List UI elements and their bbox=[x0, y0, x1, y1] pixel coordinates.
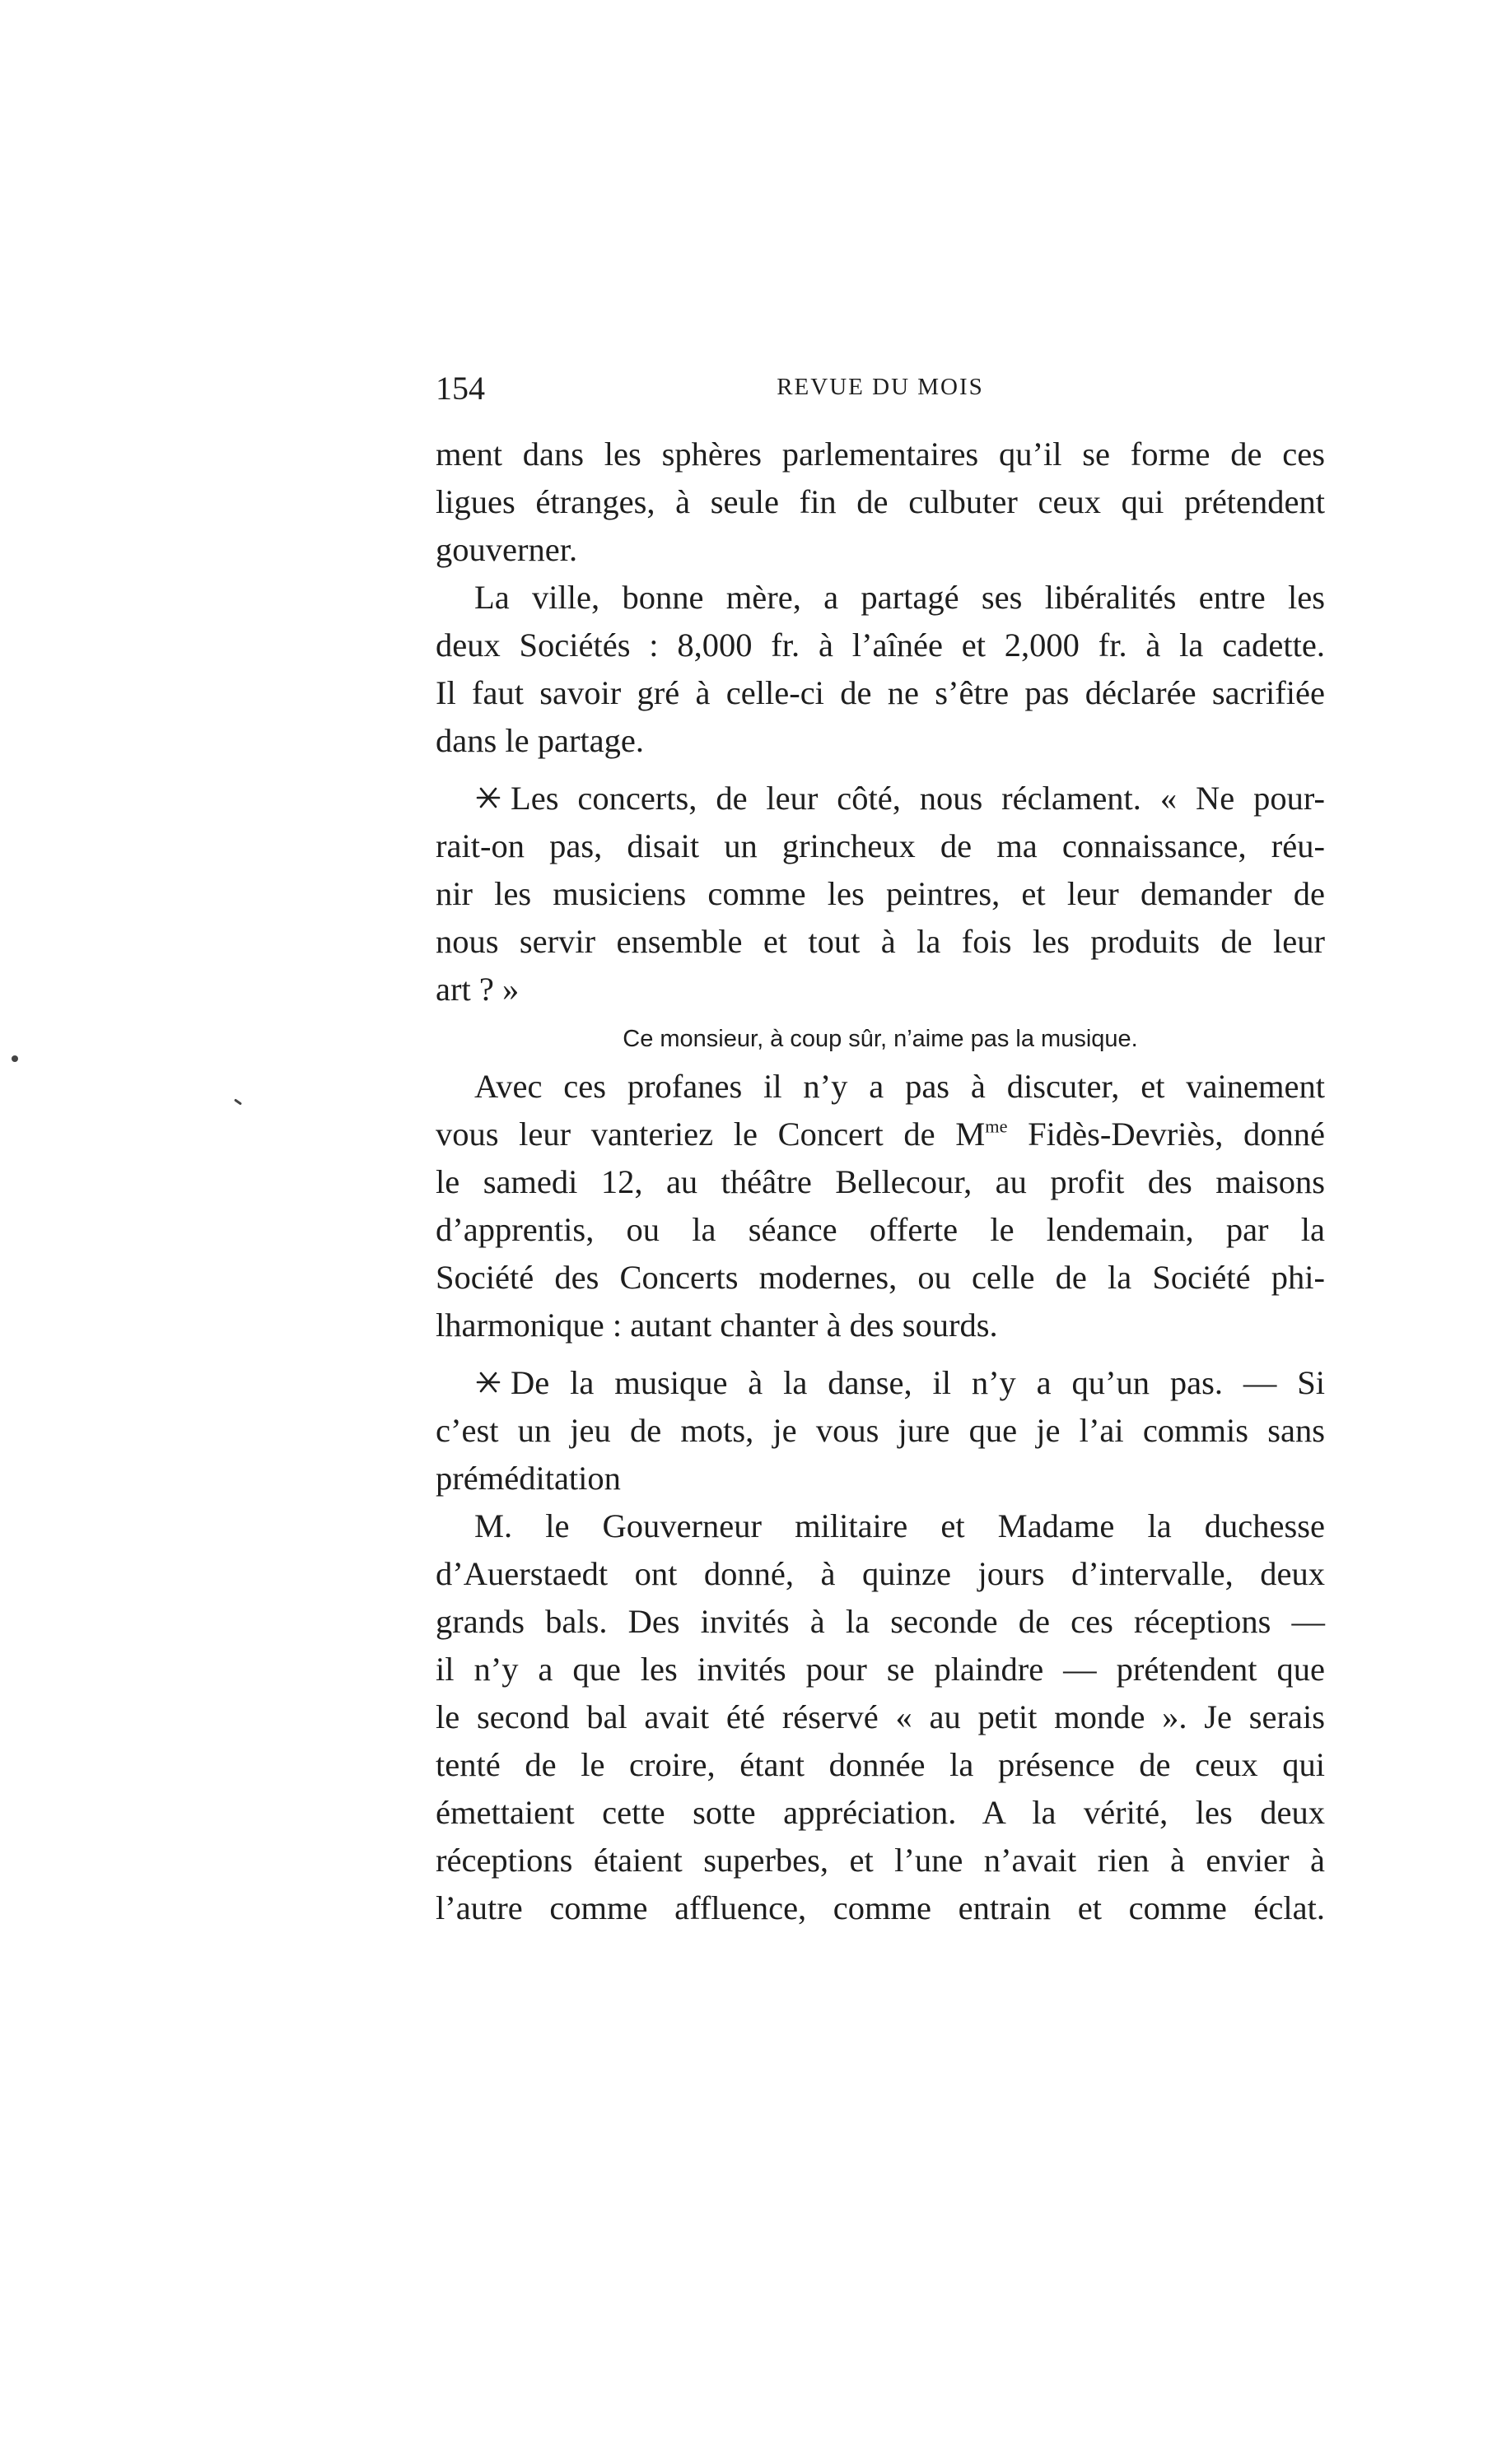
text-line: Avec ces profanes il n’y a pas à discuter, et vainement bbox=[474, 1068, 1325, 1105]
section-line bbox=[436, 775, 1325, 822]
text-line: le samedi 12, au théâtre Bellecour, au profit des maisons bbox=[436, 1163, 1325, 1200]
text-line: ment dans les sphères parlementaires qu’il se forme de ces bbox=[436, 436, 1325, 473]
text-line: l’autre comme affluence, comme entrain et comme éclat. bbox=[436, 1889, 1325, 1926]
text-line: La ville, bonne mère, a partagé ses libéralités entre les bbox=[474, 579, 1325, 616]
text-line: il n’y a que les invités pour se plaindre — prétendent que bbox=[436, 1651, 1325, 1688]
text-line: rait-on pas, disait un grincheux de ma connaissance, réu- bbox=[436, 827, 1325, 864]
superscript: me bbox=[985, 1116, 1008, 1137]
text-line: réceptions étaient superbes, et l’une n’avait rien à envier à bbox=[436, 1842, 1325, 1879]
text-line: deux Sociétés : 8,000 fr. à l’aînée et 2,000 fr. à la cadette. bbox=[436, 626, 1325, 664]
scan-speck bbox=[12, 1055, 18, 1062]
text-line bbox=[436, 1111, 1325, 1158]
asterism-icon bbox=[474, 784, 502, 812]
text-line: d’Auerstaedt ont donné, à quinze jours d’intervalle, deux bbox=[436, 1555, 1325, 1592]
text-line: M. le Gouverneur militaire et Madame la duchesse bbox=[474, 1507, 1325, 1544]
page-header bbox=[436, 369, 1325, 410]
page-number: 154 bbox=[436, 370, 485, 407]
text-line: grands bals. Des invités à la seconde de ces réceptions — bbox=[436, 1603, 1325, 1640]
text-line: tenté de le croire, étant donnée la présence de ceux qui bbox=[436, 1746, 1325, 1783]
text-line: dans le partage. bbox=[436, 722, 645, 759]
scan-speck bbox=[234, 1098, 242, 1105]
text-line: art ? » bbox=[436, 971, 520, 1008]
text-line: Il faut savoir gré à celle-ci de ne s’être pas déclarée sacrifiée bbox=[436, 674, 1325, 711]
asterism-icon bbox=[474, 1368, 502, 1396]
text-line: ligues étranges, à seule fin de culbuter ceux qui prétendent bbox=[436, 483, 1325, 520]
text-line: Les concerts, de leur côté, nous réclament. « Ne pour- bbox=[511, 780, 1325, 817]
text-line: préméditation bbox=[436, 1460, 621, 1497]
text-line: Société des Concerts modernes, ou celle de la Société phi- bbox=[436, 1259, 1325, 1296]
text-line: lharmonique : autant chanter à des sourds. bbox=[436, 1307, 998, 1344]
text-line: le second bal avait été réservé « au petit monde ». Je serais bbox=[436, 1698, 1325, 1735]
text-line: nir les musiciens comme les peintres, et leur demander de bbox=[436, 875, 1325, 912]
body-text bbox=[436, 431, 1325, 1932]
text-line: émettaient cette sotte appréciation. A la vérité, les deux bbox=[436, 1794, 1325, 1831]
text-line: gouverner. bbox=[436, 531, 578, 568]
text-line: nous servir ensemble et tout à la fois les produits de leur bbox=[436, 923, 1325, 960]
quote-caption: Ce monsieur, à coup sûr, n’aime pas la musique. bbox=[623, 1026, 1138, 1052]
running-head: REVUE DU MOIS bbox=[777, 374, 984, 400]
section-line bbox=[436, 1359, 1325, 1407]
text-line: De la musique à la danse, il n’y a qu’un pas. — Si bbox=[511, 1364, 1325, 1401]
text-line: d’apprentis, ou la séance offerte le lendemain, par la bbox=[436, 1211, 1325, 1248]
text-segment: vous leur vanteriez le Concert de M bbox=[436, 1116, 986, 1153]
text-line: c’est un jeu de mots, je vous jure que je l’ai commis sans bbox=[436, 1412, 1325, 1449]
text-segment: Fidès-Devriès, donné bbox=[1007, 1116, 1325, 1153]
